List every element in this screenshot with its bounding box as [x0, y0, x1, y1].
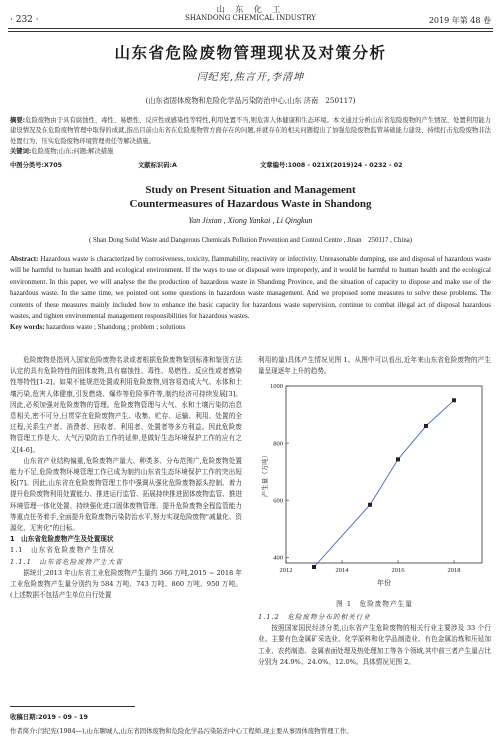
document-code: 文献标识码:A — [138, 162, 177, 169]
abstract-en — [10, 254, 491, 334]
keywords-cn: 危险废物;山东;问题;解决措施 — [31, 147, 114, 155]
data-point — [424, 424, 428, 428]
series-line — [314, 400, 454, 567]
body-paragraph: 山东省产业结构偏重,危险废物产量大、种类多、分布范围广,危险废物处置能力不足,危险废物环境管理工作已成为制约山东省生态环境保护工作的突出短板[7]。因此,山东省在危险废物管理工作中强调从强化危险废物源头控制、着力提升危险废物利用处置能力、推进运行监管、拓展持续推进固体废物监管、推进环境管理一体化处置、持续强化进口固体废物管理、提升危险废物全程监管能力等重点任务着手,全面提升危险废物污染防治水平,努力实现危险废物"减量化、资源化、无害化"的目标。 — [10, 456, 242, 533]
body-paragraph: 据统计,2013 年山东省工业危险废物产生量约 366 万吨,2015 ~ 2018 年工业危险废物产生量分别约为 584 万吨、743 万吨、860 万吨、950 万吨。(上述数据不包括产生单位自行处置 — [10, 568, 242, 600]
plot-frame — [286, 386, 482, 563]
y-tick-label: 1000 — [270, 383, 283, 391]
journal-name-cn: 山 东 化 工 — [216, 5, 285, 14]
article-title-en — [0, 184, 501, 211]
authors-en: Yan Jixian , Xiong Yankai , Li Qingkun — [188, 216, 313, 225]
authors-cn: 闫纪宪,焦言开,李清坤 — [196, 72, 305, 83]
affiliation-cn: (山东省固体废物和危险化学品污染防治中心,山东 济南 250117) — [145, 96, 356, 105]
body-paragraph: 利用的量)具体产生情况见图 1。从图中可以看出,近年来山东省危险废物的产生量呈现逐年上升的趋势。 — [258, 356, 491, 376]
journal-issue: 2019 年第 48 卷 — [428, 16, 491, 25]
keywords-en-label: Key words: — [10, 323, 45, 332]
abstract-cn-label: 摘要: — [10, 117, 26, 124]
article-title-cn: 山东省危险废物管理现状及对策分析 — [114, 44, 387, 62]
article-id: 文章编号:1008 - 021X(2019)24 - 0232 - 02 — [260, 162, 403, 169]
body-right-column-bottom — [258, 612, 491, 668]
y-tick-label: 400 — [273, 554, 283, 562]
section-heading-1-1-1: 1.1.1 山东省危险废物产生大省 — [10, 557, 123, 566]
section-heading-1-1-2: 1.1.2 危险废物分布的相关行业 — [258, 613, 371, 621]
figure-1-caption: 图 1 危险废物产生量 — [336, 600, 413, 608]
x-tick-label: 2018 — [447, 567, 461, 574]
x-axis-label: 年份 — [377, 579, 391, 587]
data-point — [312, 565, 316, 569]
body-paragraph: 危险废物是指列入国家危险废物名录或者根据危险废物鉴别标准和鉴别方法认定的具有危险特性的固体废物,具有腐蚀性、毒性、易燃性、反应性或者感染性等特性[1-2]。如果不能规范处置或利用危险废物,则容易造成大气、水体和土壤污染,危害人体健康,引发燃烧、爆炸等危险事件等,制约经济可持续发展[3]。因此,必须加强对危险废物的管理。危险废物管理与大气、水和土壤污染防治息息相关,密不可分,日贯穿在危险废物产生、收集、贮存、运输、利用、处置的全过程,关系生产者、消费者、回收者、利用者、处置者等多方利益。因此危险废物管理工作是大、大气污染防治工作的延伸,是做好生态环境保护工作的应有之义[4-6]。 — [10, 356, 242, 454]
abstract-en-text: Hazardous waste is characterized by corrosiveness, toxicity, flammability, reactivity or infectivity. Unreasonable dumping, use and disposal of hazardous waste will be harmful to human health and ecological environment. If the ways to use or disposal were improperly, and it would be harmful to human health and the ecological environment. In this paper, we will analyse the the production of hazardous waste in Shandong Province, and the situation of capacity to dispose and make use of the hazardous waste. In the same time, we pointed out some questions in hazardous waste management. And we proposed some measures to solve these problems. The contents of these measures mainly included how to enhance the basic capacity for hazardous waste supervision, continue to combat illegal act of disposal hazardous wastes, and tighten environmental management responsibilities for hazardous wastes. — [10, 255, 491, 321]
journal-name-en: SHANDONG CHEMICAL INDUSTRY — [185, 14, 316, 22]
section-heading-1: 1 山东省危险废物产生及处置现状 — [10, 535, 114, 544]
page-number: · 232 · — [10, 15, 39, 25]
article-title-en-line2: Countermeasures of Hazardous Waste in Shandong — [129, 197, 372, 210]
abstract-cn-text: 危险废物由于具有腐蚀性、毒性、易燃性、反应性或感染性等特性,利用处置不当,则危害人体健康和生态环境。本文通过分析山东省危险废物的产生情况、处置利用能力建设情况及在危险废物管理中取得的成就,指出目前山东省在危险废物管方面存在的问题,并就存在的相关问题提出了加强危险废物监管基础能力建设、持续打击危险废物非法处置行为、压实危险废物环境管理责任等解决措施。 — [10, 117, 491, 145]
abstract-cn — [10, 116, 491, 157]
y-tick-label: 600 — [273, 497, 283, 505]
body-left-column — [10, 355, 242, 601]
header-rule — [8, 28, 493, 32]
x-tick-label: 2014 — [335, 567, 349, 574]
data-point — [452, 398, 456, 402]
body-paragraph: 按照国家国民经济分类,山东省产生危险废物的相关行业主要涉及 33 个行业。主要有色金属矿采选业、化学原料和化学品制造业、有色金属冶炼和压延加工业、农药制造、金属表面处理及热处理加工等各个领域,其中前三者产生量占比分别为 24.9%、24.0%、12.0%。具体情况见图 2。 — [258, 624, 491, 666]
x-tick-label: 2012 — [279, 567, 293, 574]
keywords-en: hazardous waste ; Shandong ; problem ; solutions — [46, 323, 186, 332]
section-heading-1-1: 1.1 山东省危险废物产生情况 — [10, 546, 115, 555]
y-axis-label: 产生量（万吨） — [261, 451, 269, 498]
body-right-column-top — [258, 355, 491, 377]
y-tick-label: 800 — [273, 440, 283, 448]
data-point — [368, 503, 372, 507]
keywords-cn-label: 关键词: — [10, 147, 32, 155]
article-title-en-line1: Study on Present Situation and Management — [145, 184, 356, 196]
abstract-en-label: Abstract: — [10, 255, 39, 263]
figure-1-chart — [258, 380, 493, 598]
clc-number: 中图分类号:X705 — [10, 162, 63, 169]
author-bio: 作者简介:闫纪宪(1984—),山东聊城人,山东省固体废物和危险化学品污染防治中心工程师,现主要从事固体废物管理工作。 — [10, 727, 353, 735]
footnote-rule — [10, 706, 135, 707]
affiliation-en: ( Shan Dong Solid Waste and Dangerous Chemicals Pollution Prevention and Control Centre , Jinan 250117 , China) — [88, 237, 413, 244]
data-point — [396, 457, 400, 461]
journal-name — [0, 5, 501, 23]
x-tick-label: 2016 — [391, 567, 405, 574]
received-date: 收稿日期:2019 - 09 - 19 — [10, 713, 88, 721]
